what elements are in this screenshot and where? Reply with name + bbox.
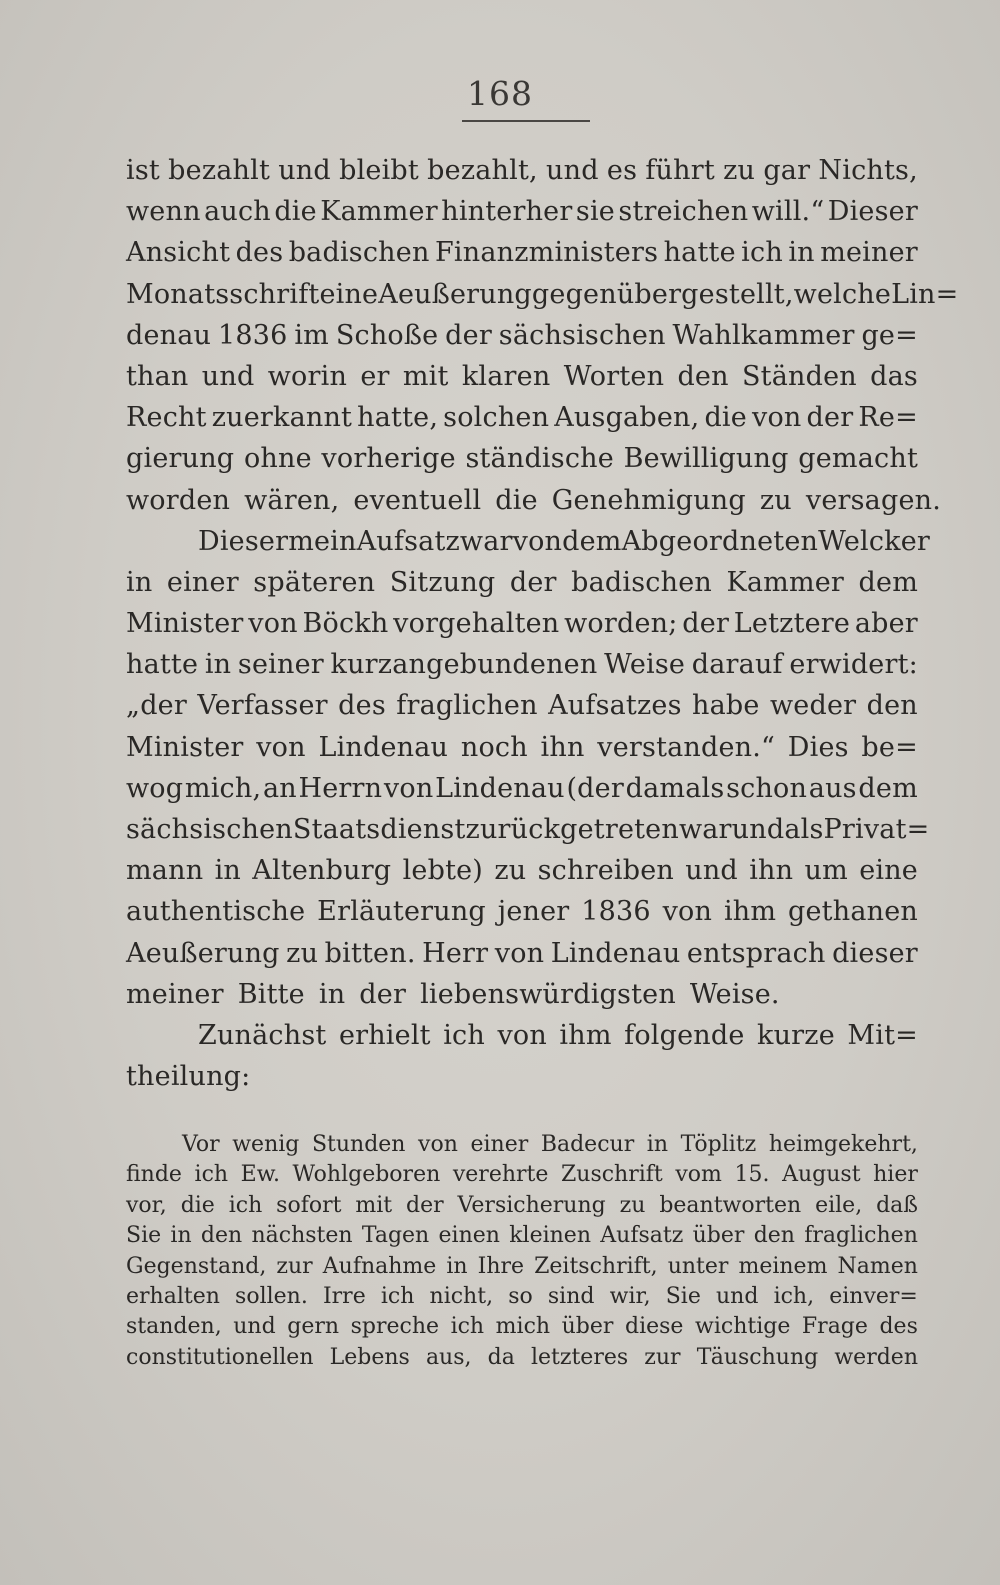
page-number: 168 — [467, 74, 533, 113]
main-text-block — [126, 150, 959, 1097]
quote-line-4: Sie in den nächsten Tagen einen kleinen Aufsatz über den fraglichen — [126, 1223, 918, 1249]
text-line-16: wog mich, an Herrn von Lindenau (der damals schon aus dem — [126, 772, 918, 804]
text-line-7: Recht zuerkannt hatte, solchen Ausgaben, die von der Re= — [126, 402, 918, 434]
quote-line-5: Gegenstand, zur Aufnahme in Ihre Zeitschrift, unter meinem Namen — [126, 1253, 918, 1279]
text-line-4: Monatsschrift eine Aeußerung gegenübergestellt, welche Lin= — [126, 278, 959, 310]
text-line-23: theilung: — [126, 1061, 251, 1093]
text-line-22: Zunächst erhielt ich von ihm folgende kurze Mit= — [198, 1019, 918, 1051]
text-line-2: wenn auch die Kammer hinterher sie streichen will.“ Dieser — [126, 196, 918, 228]
quote-line-2: finde ich Ew. Wohlgeboren verehrte Zuschrift vom 15. August hier — [126, 1162, 918, 1188]
text-line-15: Minister von Lindenau noch ihn verstanden.“ Dies be= — [126, 731, 918, 763]
text-line-14: „der Verfasser des fraglichen Aufsatzes habe weder den — [126, 690, 918, 722]
text-line-1: ist bezahlt und bleibt bezahlt, und es führt zu gar Nichts, — [126, 155, 918, 186]
text-line-13: hatte in seiner kurzangebundenen Weise darauf erwidert: — [126, 649, 918, 681]
quote-line-7: standen, und gern spreche ich mich über diese wichtige Frage des — [126, 1314, 918, 1340]
quote-line-1: Vor wenig Stunden von einer Badecur in Töplitz heimgekehrt, — [182, 1132, 918, 1157]
text-line-12: Minister von Böckh vorgehalten worden; der Letztere aber — [126, 608, 918, 640]
quoted-letter-block — [126, 1130, 918, 1373]
text-line-17: sächsischen Staatsdienst zurückgetreten war und als Privat= — [126, 814, 930, 845]
text-line-21: meiner Bitte in der liebenswürdigsten Weise. — [126, 978, 780, 1010]
text-line-20: Aeußerung zu bitten. Herr von Lindenau entsprach dieser — [126, 937, 918, 969]
text-line-18: mann in Altenburg lebte) zu schreiben und ihn um eine — [126, 855, 918, 887]
quote-line-6: erhalten sollen. Irre ich nicht, so sind wir, Sie und ich, einver= — [126, 1283, 918, 1309]
quote-line-8: constitutionellen Lebens aus, da letzteres zur Täuschung werden — [126, 1344, 918, 1370]
page-number-rule — [462, 120, 590, 122]
text-line-9: worden wären, eventuell die Genehmigung zu versagen. — [126, 484, 942, 516]
quote-line-3: vor, die ich sofort mit der Versicherung zu beantworten eile, daß — [126, 1192, 918, 1218]
text-line-11: in einer späteren Sitzung der badischen Kammer dem — [126, 566, 918, 598]
text-line-6: than und worin er mit klaren Worten den Ständen das — [126, 360, 918, 392]
text-line-8: gierung ohne vorherige ständische Bewilligung gemacht — [126, 443, 918, 475]
text-line-5: denau 1836 im Schoße der sächsischen Wahlkammer ge= — [126, 319, 918, 351]
text-line-10: Dieser mein Aufsatz war von dem Abgeordneten Welcker — [198, 525, 931, 557]
text-line-19: authentische Erläuterung jener 1836 von ihm gethanen — [126, 896, 918, 928]
text-line-3: Ansicht des badischen Finanzministers hatte ich in meiner — [126, 237, 918, 269]
